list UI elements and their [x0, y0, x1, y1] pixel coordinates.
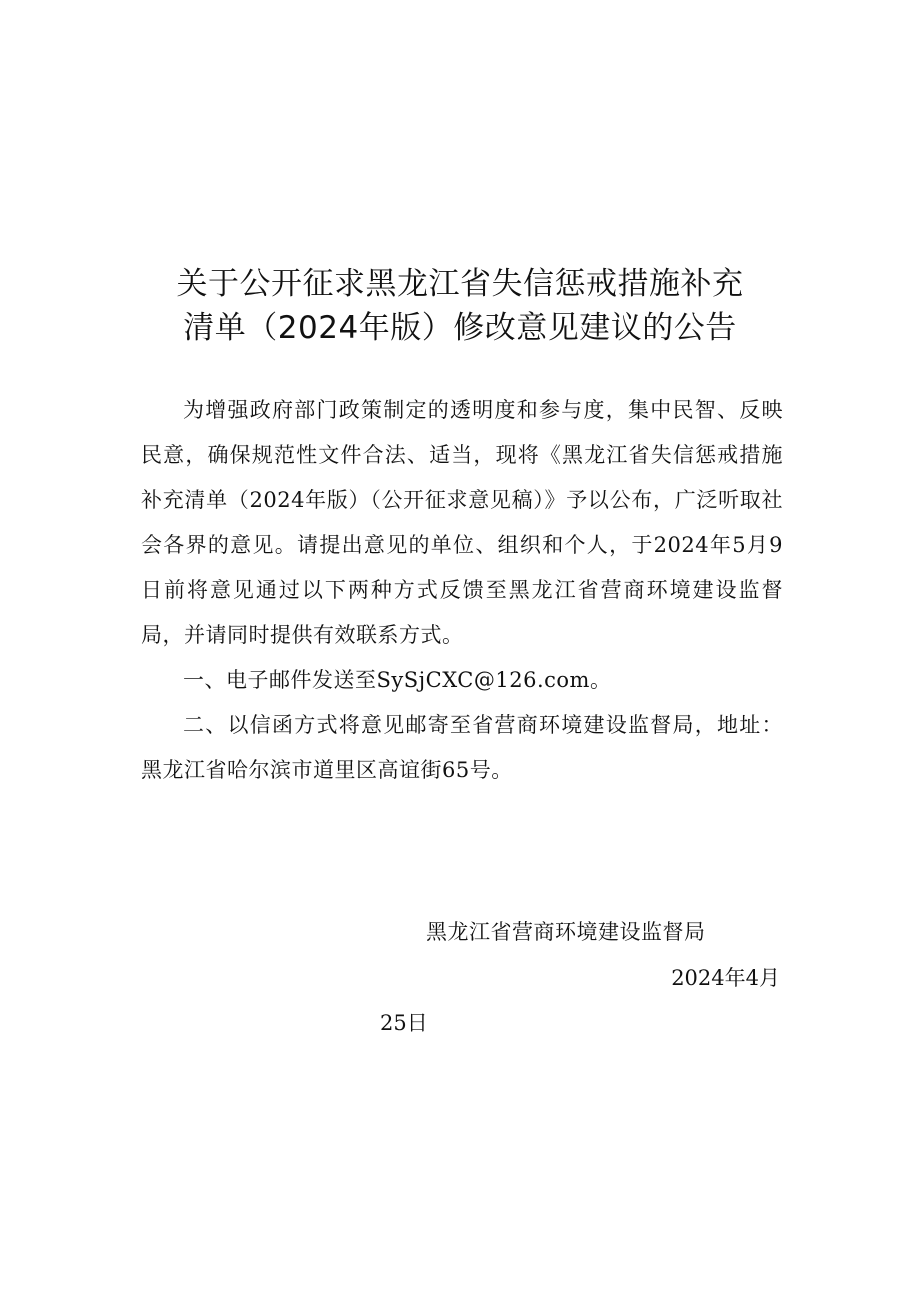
document-body: [141, 388, 783, 793]
paragraph-intro: 为增强政府部门政策制定的透明度和参与度，集中民智、反映民意，确保规范性文件合法、适当，现将《黑龙江省失信惩戒措施补充清单（2024年版）（公开征求意见稿）》予以公布，广泛听取社会各界的意见。请提出意见的单位、组织和个人，于2024年5月9日前将意见通过以下两种方式反馈至黑龙江省营商环境建设监督局，并请同时提供有效联系方式。: [141, 398, 783, 647]
issuer-signature: 黑龙江省营商环境建设监督局: [426, 920, 706, 944]
issue-date-year-month: 2024年4月: [671, 966, 780, 990]
title-line-1: 关于公开征求黑龙江省失信惩戒措施补充: [176, 266, 744, 302]
issue-date-day: 25日: [380, 1011, 428, 1035]
paragraph-email: 一、电子邮件发送至SySjCXC@126.com。: [183, 668, 612, 692]
title-line-2: 清单（2024年版）修改意见建议的公告: [183, 310, 737, 346]
document-title: [140, 262, 780, 350]
paragraph-mail: 二、以信函方式将意见邮寄至省营商环境建设监督局，地址：黑龙江省哈尔滨市道里区高谊街65号。: [141, 713, 783, 782]
